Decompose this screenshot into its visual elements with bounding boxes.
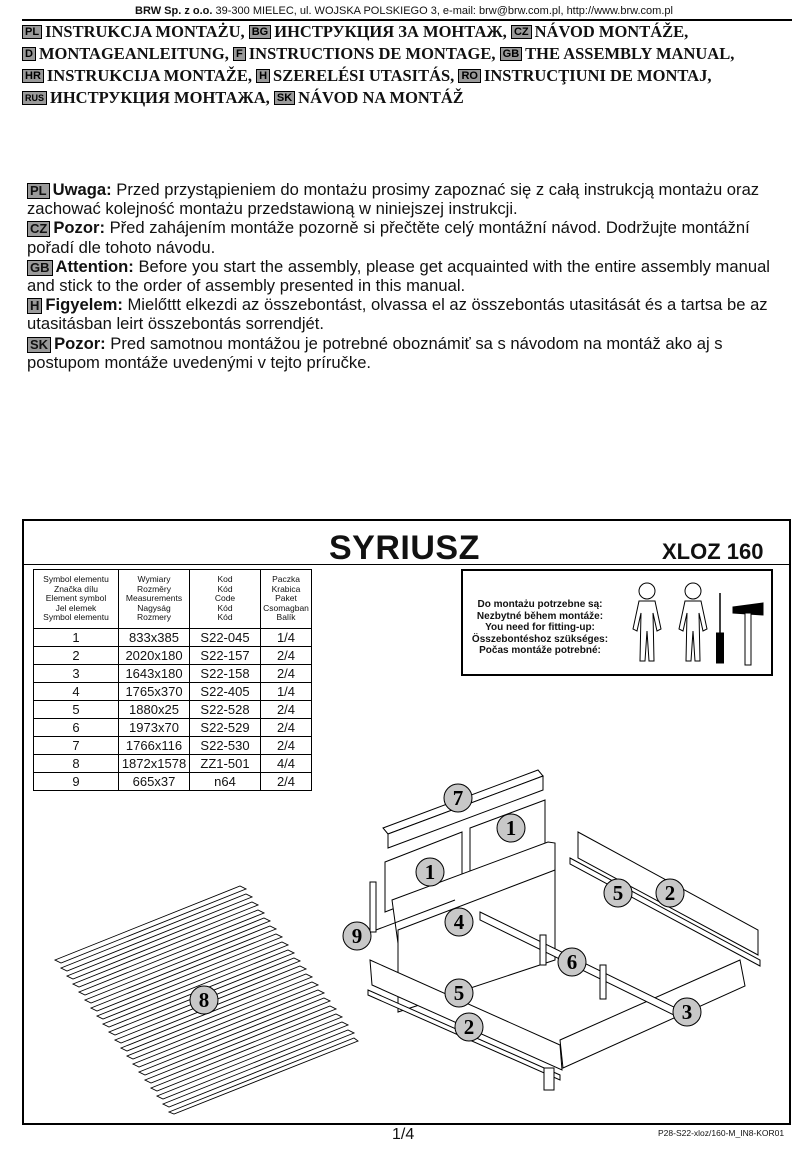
svg-text:1: 1: [424, 860, 436, 884]
lang-badge: PL: [22, 25, 42, 39]
note-text: Before you start the assembly, please get acquainted with the entire assembly manual and stick to the order of assembly presented in this manual.: [27, 256, 770, 296]
table-row: 8 1872x1578 ZZ1-501 4/4: [34, 755, 312, 773]
page-number: 1/4: [392, 1126, 415, 1143]
lang-badge: H: [27, 298, 42, 314]
table-row: 1 833x385 S22-045 1/4: [34, 629, 312, 647]
lang-badge: GB: [27, 260, 53, 276]
callout-5: [604, 879, 632, 907]
svg-text:2: 2: [664, 881, 676, 905]
tools-line: You need for fitting-up:: [485, 622, 595, 633]
note-label: Pozor:: [54, 333, 106, 353]
callout-6: [558, 948, 586, 976]
svg-text:2: 2: [463, 1015, 475, 1039]
company-name: BRW Sp. z o.o.: [135, 5, 213, 17]
callout-1: [497, 814, 525, 842]
callout-2: [455, 1013, 483, 1041]
note-text: Mielőttt elkezdi az összebontást, olvassa el az összebontás utasitását és a tartsa be az utasitásban leirt összebontás sorrendjét.: [27, 295, 768, 334]
product-code: XLOZ 160: [662, 539, 764, 564]
foot-board: [560, 960, 745, 1068]
callout-9: [343, 922, 371, 950]
tools-line: Nezbytné během montáže:: [476, 610, 604, 622]
tools-line: Do montażu potrzebne są:: [477, 599, 603, 610]
callout-3: [673, 998, 701, 1026]
table-row: 4 1765x370 S22-405 1/4: [34, 683, 312, 701]
document-reference: P28-S22-xloz/160-M_IN8-KOR01: [658, 1128, 785, 1138]
lang-badge: HR: [22, 69, 44, 83]
svg-text:7: 7: [452, 786, 464, 810]
table-row: 2 2020x180 S22-157 2/4: [34, 647, 312, 665]
lang-badge: PL: [27, 183, 50, 199]
note-label: Figyelem:: [45, 295, 123, 315]
table-row: 7 1766x116 S22-530 2/4: [34, 737, 312, 755]
header-code: Kod Kód Code Kód Kód: [190, 570, 261, 629]
lang-badge: D: [22, 47, 36, 61]
note-label: Pozor:: [53, 218, 105, 238]
title-text: SZERELÉSI UTASITÁS,: [273, 66, 455, 85]
callout-8: [190, 986, 218, 1014]
title-text: NÁVOD NA MONTÁŽ: [298, 88, 464, 107]
table-row: 6 1973x70 S22-529 2/4: [34, 719, 312, 737]
callout-4: [445, 908, 473, 936]
lang-badge: F: [233, 47, 246, 61]
note-text: Pred samotnou montážou je potrebné oboznámiť sa s návodom na montáž ako aj s postupom montáže uvedenými v tejto príručke.: [27, 333, 723, 372]
tools-line: Počas montáže potrebné:: [479, 645, 601, 656]
title-text: INSTRUCTIONS DE MONTAGE,: [248, 44, 496, 63]
title-text: INSTRUKCIJA MONTAŽE,: [46, 66, 252, 85]
table-row: 5 1880x25 S22-528 2/4: [34, 701, 312, 719]
callout-7: [444, 784, 472, 812]
lang-badge: SK: [27, 337, 51, 353]
note-label: Uwaga:: [52, 180, 112, 199]
lang-badge: GB: [500, 47, 523, 61]
title-text: MONTAGEANLEITUNG,: [38, 44, 229, 63]
note-text: Před zahájením montáže pozorně si přečtěte celý montážní návod. Dodržujte montážní pořadí dle tohoto návodu.: [27, 218, 750, 257]
header-measurements: Wymiary Rozměry Measurements Nagyság Rozmery: [119, 570, 190, 629]
svg-text:6: 6: [566, 950, 578, 974]
callout-1: [416, 858, 444, 886]
title-text: ИНСТРУКЦИЯ МОНТАЖА,: [50, 88, 270, 107]
svg-text:5: 5: [612, 881, 624, 905]
svg-text:4: 4: [453, 910, 465, 934]
title-text: NÁVOD MONTÁŽE,: [534, 22, 689, 41]
product-name: SYRIUSZ: [329, 529, 480, 567]
svg-text:3: 3: [681, 1000, 693, 1024]
svg-text:1: 1: [505, 816, 517, 840]
header-symbol: Symbol elementu Značka dílu Element symbol Jel elemek Symbol elementu: [34, 570, 119, 629]
svg-text:9: 9: [351, 924, 363, 948]
svg-text:5: 5: [453, 981, 465, 1005]
lang-badge: RO: [458, 69, 481, 83]
table-row: 9 665x37 n64 2/4: [34, 773, 312, 791]
callout-5: [445, 979, 473, 1007]
header-package: Paczka Krabica Paket Csomagban Balík: [261, 570, 312, 629]
tools-line: Összebontéshoz szükséges:: [471, 633, 609, 645]
note-text: Przed przystąpieniem do montażu prosimy zapoznać się z całą instrukcją montażu oraz zachować kolejność montażu przedstawioną w niniejszej instrukcji.: [27, 180, 760, 219]
title-text: INSTRUCŢIUNI DE MONTAJ,: [483, 66, 712, 85]
callout-2: [656, 879, 684, 907]
note-label: Attention:: [55, 256, 134, 276]
title-text: THE ASSEMBLY MANUAL,: [525, 44, 735, 63]
svg-text:8: 8: [198, 988, 210, 1012]
title-text: ИНСТРУКЦИЯ ЗА МОНТАЖ,: [274, 22, 507, 41]
lang-badge: CZ: [511, 25, 532, 39]
lang-badge: H: [256, 69, 270, 83]
lang-badge: CZ: [27, 221, 50, 237]
lang-badge: BG: [249, 25, 272, 39]
table-row: 3 1643x180 S22-158 2/4: [34, 665, 312, 683]
lang-badge: RUS: [22, 91, 47, 105]
title-text: INSTRUKCJA MONTAŻU,: [45, 22, 245, 41]
company-address: 39-300 MIELEC, ul. WOJSKA POLSKIEGO 3, e-mail: brw@brw.com.pl, http://www.brw.com.pl: [212, 5, 673, 17]
lang-badge: SK: [274, 91, 295, 105]
